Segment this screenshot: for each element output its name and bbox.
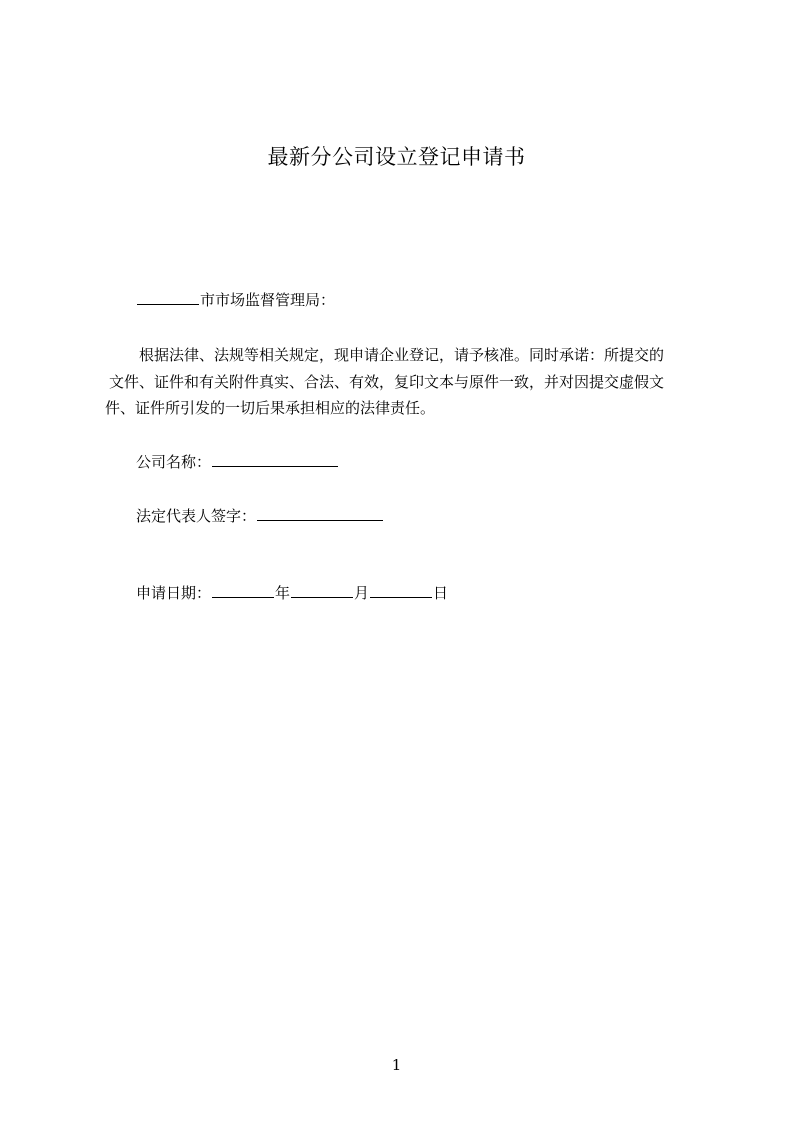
company-name-label: 公司名称： (136, 453, 212, 471)
year-label: 年 (275, 584, 291, 602)
company-name-field (136, 451, 339, 473)
day-blank[interactable] (370, 582, 432, 598)
month-blank[interactable] (291, 582, 353, 598)
declaration-line: 根据法律、法规等相关规定，现申请企业登记，请予核准。同时承诺：所提交的 (139, 346, 665, 364)
year-blank[interactable] (212, 582, 274, 598)
addressee-text: 市市场监督管理局： (200, 291, 336, 309)
declaration-line: 件、证件所引发的一切后果承担相应的法律责任。 (105, 399, 436, 417)
date-label: 申请日期： (136, 584, 212, 602)
addressee-line (136, 289, 335, 311)
legal-rep-signature-field (136, 505, 384, 527)
day-label: 日 (433, 584, 449, 602)
page-number: 1 (391, 1056, 402, 1074)
declaration-line: 文件、证件和有关附件真实、合法、有效，复印文本与原件一致，并对因提交虚假文 (109, 372, 665, 391)
company-name-blank[interactable] (212, 451, 338, 467)
month-label: 月 (354, 584, 370, 602)
agency-blank[interactable] (137, 289, 199, 305)
legal-rep-signature-blank[interactable] (257, 505, 383, 521)
declaration-paragraph (105, 342, 705, 422)
legal-rep-label: 法定代表人签字： (136, 507, 257, 525)
document-title: 最新分公司设立登记申请书 (267, 145, 526, 169)
application-date-field (136, 582, 448, 604)
